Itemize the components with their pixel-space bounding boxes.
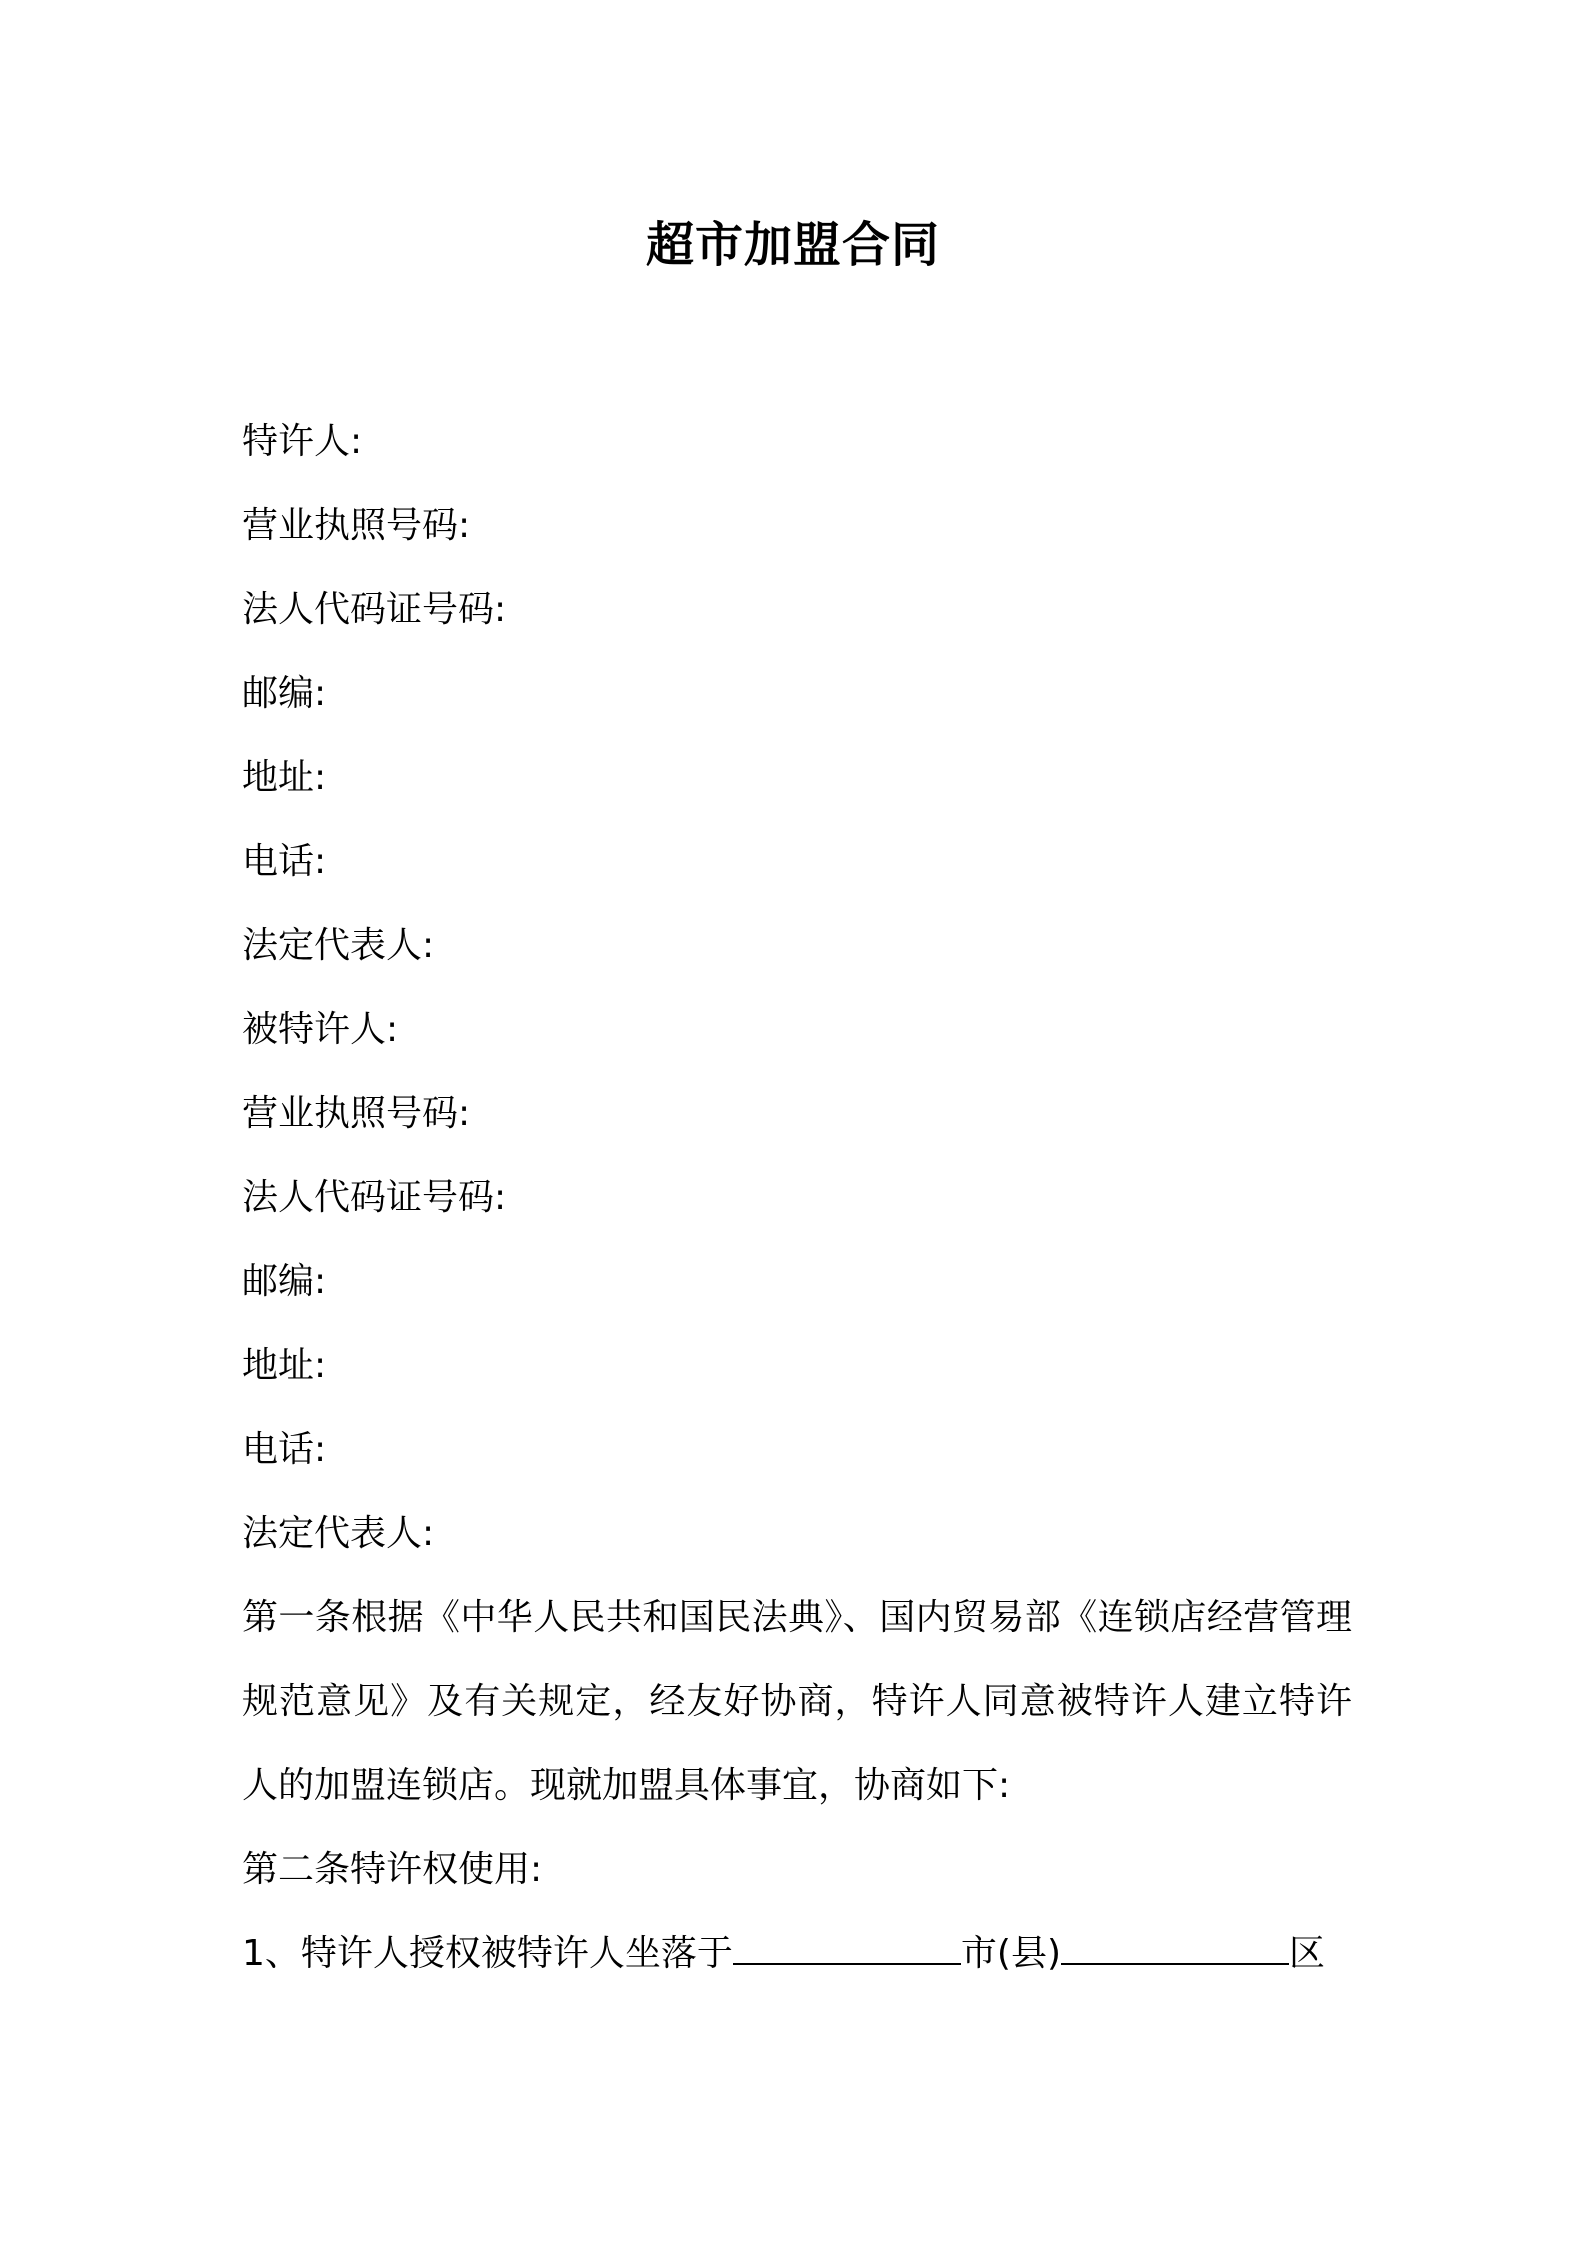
franchisee-license-label: 营业执照号码: — [242, 1093, 471, 1134]
franchisor-license-label: 营业执照号码: — [242, 505, 471, 546]
franchisor-postcode-label: 邮编: — [242, 673, 327, 714]
franchisee-postcode-label: 邮编: — [242, 1261, 327, 1302]
city-blank — [733, 1933, 961, 1965]
franchisor-rep-label: 法定代表人: — [242, 925, 435, 966]
clause-1 — [242, 1912, 1352, 1996]
district-blank — [1061, 1933, 1289, 1965]
franchisor-name-label: 特许人: — [242, 421, 363, 462]
franchisee-address-label: 地址: — [242, 1345, 327, 1386]
franchisor-address-label: 地址: — [242, 757, 327, 798]
franchisee-corp-code-label: 法人代码证号码: — [242, 1177, 507, 1218]
franchisee-phone-label: 电话: — [242, 1429, 327, 1470]
document-body — [242, 400, 1352, 1996]
article-2-heading: 第二条特许权使用: — [242, 1849, 543, 1890]
franchisee-rep-label: 法定代表人: — [242, 1513, 435, 1554]
clause-1-prefix: 1、特许人授权被特许人坐落于 — [242, 1933, 733, 1974]
franchisee-name-label: 被特许人: — [242, 1009, 399, 1050]
franchisor-corp-code-label: 法人代码证号码: — [242, 589, 507, 630]
article-1: 第一条根据《中华人民共和国民法典》、国内贸易部《连锁店经营管理规范意见》及有关规定，经友好协商，特许人同意被特许人建立特许人的加盟连锁店。现就加盟具体事宜，协商如下: — [242, 1597, 1352, 1806]
document-title: 超市加盟合同 — [645, 217, 940, 273]
clause-1-district: 区 — [1289, 1933, 1326, 1974]
franchisor-phone-label: 电话: — [242, 841, 327, 882]
clause-1-city: 市(县) — [960, 1933, 1061, 1974]
